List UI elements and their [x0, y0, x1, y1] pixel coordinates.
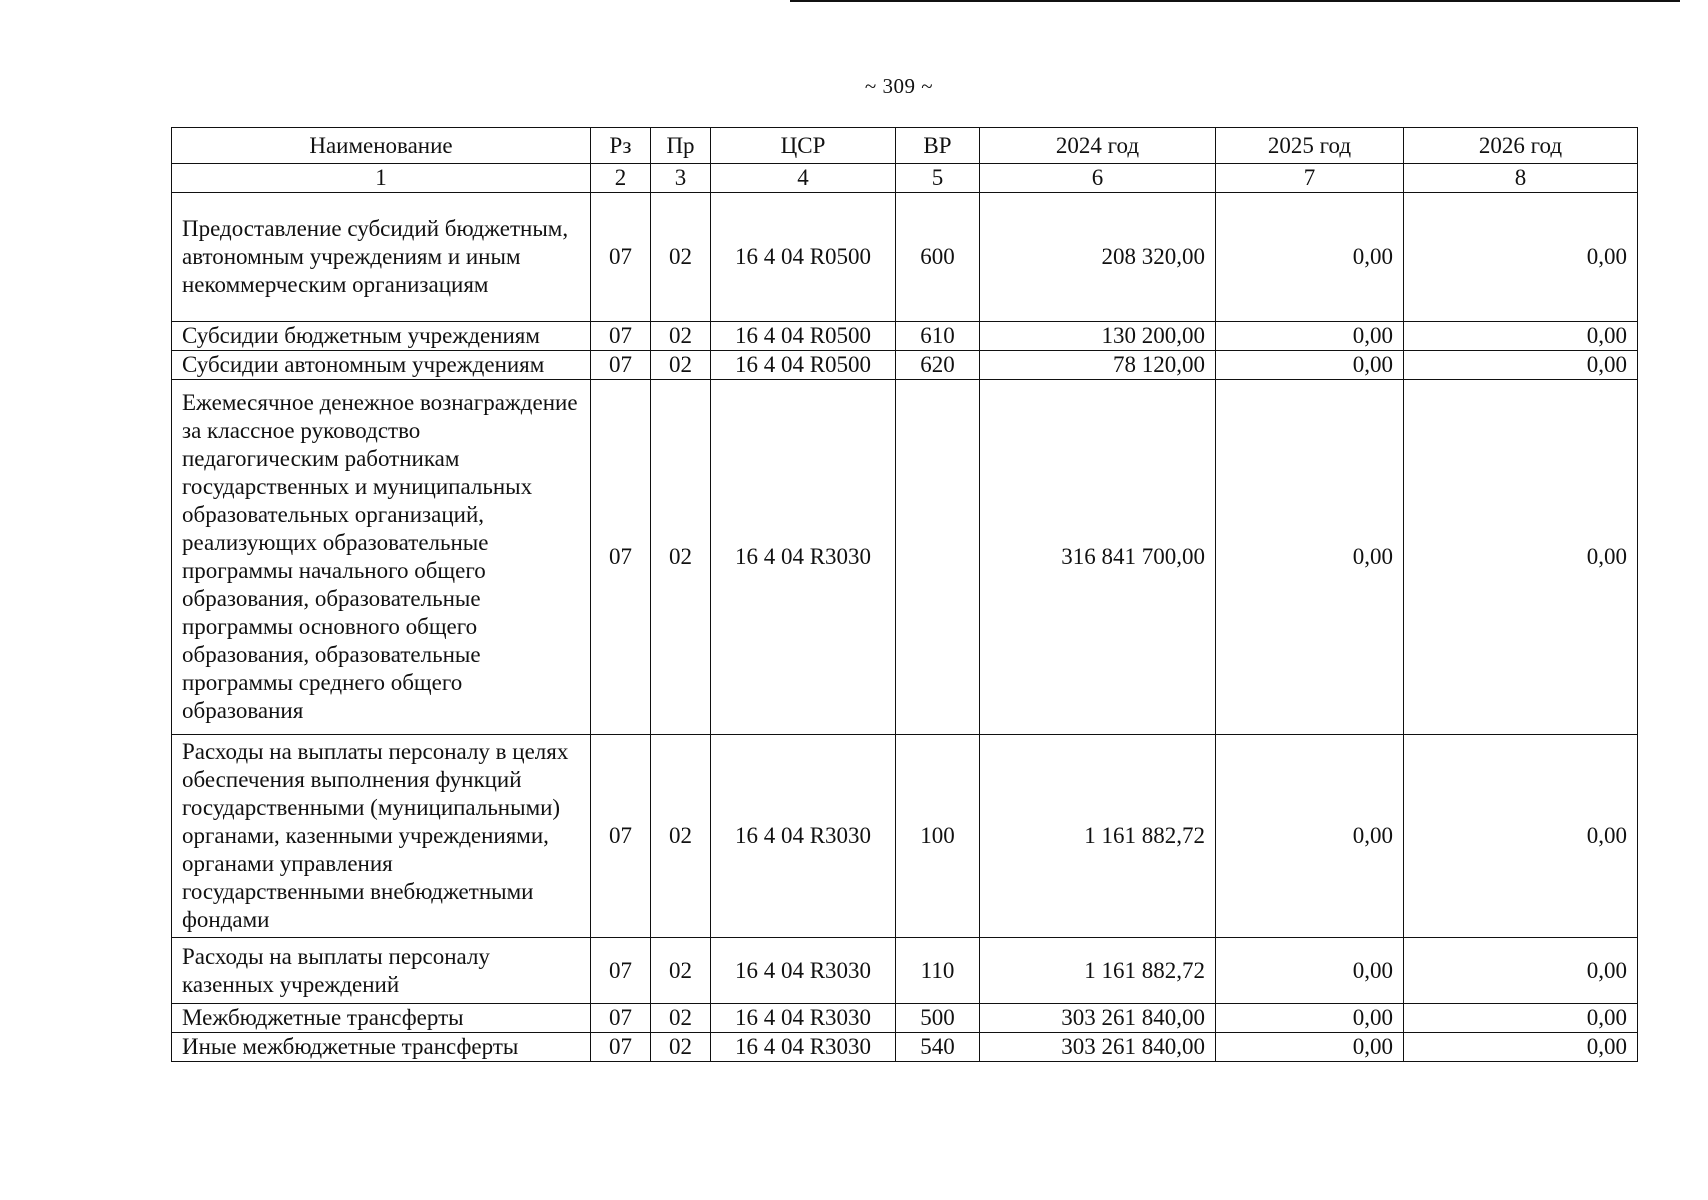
- cell-2026: 0,00: [1404, 351, 1638, 380]
- cell-vr: [896, 380, 980, 735]
- cell-name: Предоставление субсидий бюджетным, автономным учреждениям и иным некоммерческим организациям: [172, 193, 591, 322]
- cell-2024: 208 320,00: [980, 193, 1216, 322]
- cell-rz: 07: [591, 938, 651, 1004]
- cell-pr: 02: [651, 351, 711, 380]
- table-row: [172, 735, 1638, 938]
- cell-name: Ежемесячное денежное вознаграждение за классное руководство педагогическим работникам государственных и муниципальных образовательных организаций, реализующих образовательные программы начального общего образования, образовательные программы основного общего образования, образовательные программы среднего общего образования: [172, 380, 591, 735]
- header-row: [172, 128, 1638, 164]
- top-rule: [790, 0, 1680, 2]
- column-number: 4: [711, 164, 896, 193]
- cell-2024: 1 161 882,72: [980, 735, 1216, 938]
- cell-rz: 07: [591, 1033, 651, 1062]
- cell-vr: 540: [896, 1033, 980, 1062]
- cell-2026: 0,00: [1404, 322, 1638, 351]
- column-number-row: [172, 164, 1638, 193]
- column-number: 5: [896, 164, 980, 193]
- cell-name: Межбюджетные трансферты: [172, 1004, 591, 1033]
- cell-2024: 303 261 840,00: [980, 1033, 1216, 1062]
- cell-csr: 16 4 04 R0500: [711, 322, 896, 351]
- header-cell-2026: 2026 год: [1404, 128, 1638, 164]
- cell-csr: 16 4 04 R0500: [711, 193, 896, 322]
- cell-csr: 16 4 04 R0500: [711, 351, 896, 380]
- cell-pr: 02: [651, 735, 711, 938]
- cell-2025: 0,00: [1216, 322, 1404, 351]
- header-cell-2024: 2024 год: [980, 128, 1216, 164]
- cell-2026: 0,00: [1404, 735, 1638, 938]
- cell-pr: 02: [651, 1004, 711, 1033]
- cell-2026: 0,00: [1404, 193, 1638, 322]
- header-cell-pr: Пр: [651, 128, 711, 164]
- table-row: [172, 193, 1638, 322]
- cell-pr: 02: [651, 322, 711, 351]
- header-cell-2025: 2025 год: [1216, 128, 1404, 164]
- page-number: ~ 309 ~: [864, 74, 934, 98]
- cell-rz: 07: [591, 735, 651, 938]
- table-row: [172, 1033, 1638, 1062]
- cell-rz: 07: [591, 1004, 651, 1033]
- column-number: 2: [591, 164, 651, 193]
- cell-vr: 600: [896, 193, 980, 322]
- cell-2026: 0,00: [1404, 1004, 1638, 1033]
- table-row: [172, 351, 1638, 380]
- cell-csr: 16 4 04 R3030: [711, 735, 896, 938]
- cell-csr: 16 4 04 R3030: [711, 1033, 896, 1062]
- cell-2025: 0,00: [1216, 1004, 1404, 1033]
- cell-2025: 0,00: [1216, 351, 1404, 380]
- cell-2024: 130 200,00: [980, 322, 1216, 351]
- column-number: 8: [1404, 164, 1638, 193]
- table-row: [172, 322, 1638, 351]
- column-number: 7: [1216, 164, 1404, 193]
- budget-table: [171, 127, 1638, 1062]
- cell-2024: 1 161 882,72: [980, 938, 1216, 1004]
- table-row: [172, 380, 1638, 735]
- header-cell-vr: ВР: [896, 128, 980, 164]
- cell-rz: 07: [591, 322, 651, 351]
- cell-rz: 07: [591, 380, 651, 735]
- cell-name: Субсидии бюджетным учреждениям: [172, 322, 591, 351]
- header-cell-name: Наименование: [172, 128, 591, 164]
- cell-vr: 500: [896, 1004, 980, 1033]
- cell-csr: 16 4 04 R3030: [711, 380, 896, 735]
- cell-name: Расходы на выплаты персоналу казенных учреждений: [172, 938, 591, 1004]
- cell-pr: 02: [651, 380, 711, 735]
- table-row: [172, 938, 1638, 1004]
- cell-2026: 0,00: [1404, 380, 1638, 735]
- cell-2025: 0,00: [1216, 1033, 1404, 1062]
- cell-vr: 100: [896, 735, 980, 938]
- cell-rz: 07: [591, 351, 651, 380]
- cell-csr: 16 4 04 R3030: [711, 938, 896, 1004]
- cell-pr: 02: [651, 938, 711, 1004]
- cell-vr: 610: [896, 322, 980, 351]
- header-cell-csr: ЦСР: [711, 128, 896, 164]
- header-cell-rz: Рз: [591, 128, 651, 164]
- cell-2025: 0,00: [1216, 938, 1404, 1004]
- column-number: 3: [651, 164, 711, 193]
- cell-rz: 07: [591, 193, 651, 322]
- table-row: [172, 1004, 1638, 1033]
- column-number: 6: [980, 164, 1216, 193]
- cell-2025: 0,00: [1216, 380, 1404, 735]
- cell-name: Расходы на выплаты персоналу в целях обеспечения выполнения функций государственными (муниципальными) органами, казенными учреждениями, органами управления государственными внебюджетными фондами: [172, 735, 591, 938]
- cell-2024: 303 261 840,00: [980, 1004, 1216, 1033]
- cell-2024: 316 841 700,00: [980, 380, 1216, 735]
- cell-vr: 620: [896, 351, 980, 380]
- cell-csr: 16 4 04 R3030: [711, 1004, 896, 1033]
- cell-2025: 0,00: [1216, 193, 1404, 322]
- cell-2026: 0,00: [1404, 1033, 1638, 1062]
- cell-pr: 02: [651, 1033, 711, 1062]
- cell-2025: 0,00: [1216, 735, 1404, 938]
- cell-vr: 110: [896, 938, 980, 1004]
- cell-name: Иные межбюджетные трансферты: [172, 1033, 591, 1062]
- cell-name: Субсидии автономным учреждениям: [172, 351, 591, 380]
- cell-2024: 78 120,00: [980, 351, 1216, 380]
- column-number: 1: [172, 164, 591, 193]
- cell-2026: 0,00: [1404, 938, 1638, 1004]
- cell-pr: 02: [651, 193, 711, 322]
